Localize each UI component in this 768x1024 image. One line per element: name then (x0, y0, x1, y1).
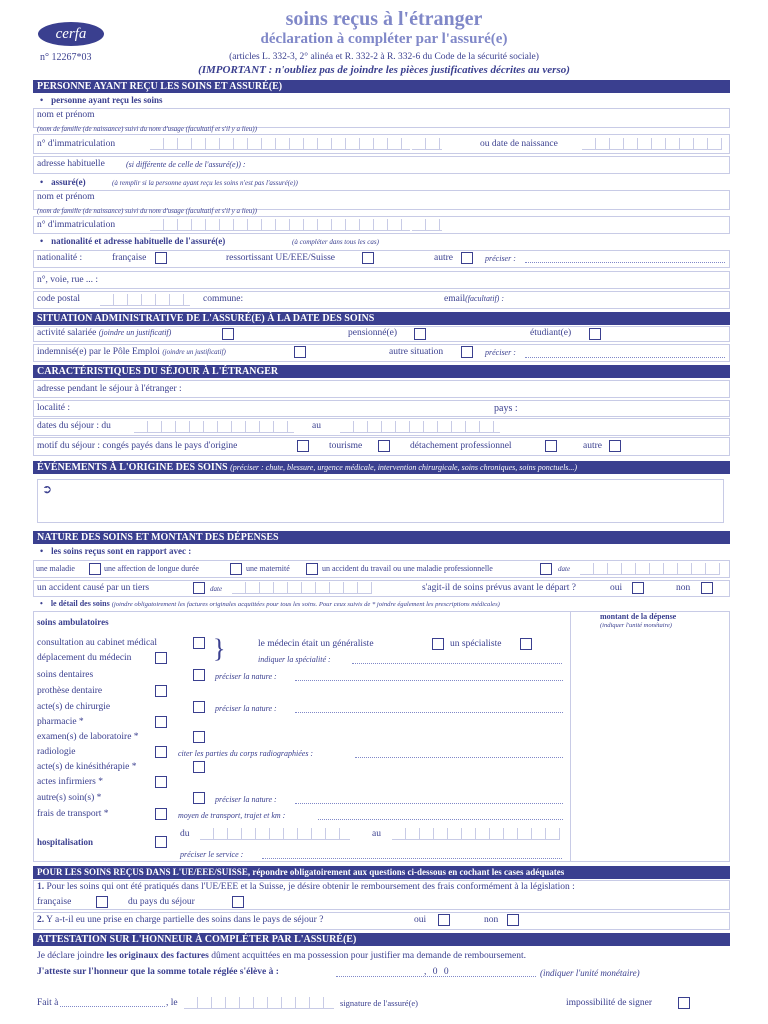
tourism-label: tourisme (329, 441, 363, 451)
country-label: pays : (494, 403, 518, 414)
specialist-checkbox[interactable] (520, 638, 532, 650)
nationality-french-checkbox[interactable] (155, 252, 167, 264)
nationality-french-label: française (112, 253, 147, 263)
pharmacy-checkbox[interactable] (155, 716, 167, 728)
third-party-checkbox[interactable] (193, 582, 205, 594)
lab-label: examen(s) de laboratoire * (37, 732, 139, 742)
other-care-nature-input[interactable] (295, 803, 563, 804)
eu-q2-yes-label: oui (414, 915, 427, 925)
patient-birth-label: ou date de naissance (480, 139, 558, 149)
hospital-checkbox[interactable] (155, 836, 167, 848)
insured-immat-label: n° d'immatriculation (37, 220, 116, 230)
motive-other-label: autre (583, 441, 602, 451)
surgery-nature-input[interactable] (295, 712, 563, 713)
transport-hint: moyen de transport, trajet et km : (178, 811, 286, 820)
motive-label: motif du séjour : congés payés dans le pays d'origine (37, 441, 238, 451)
consult-checkbox[interactable] (193, 637, 205, 649)
eu-q2-no-label: non (484, 915, 499, 925)
patient-immat-label: n° d'immatriculation (37, 139, 116, 149)
employee-checkbox[interactable] (222, 328, 234, 340)
transport-label: frais de transport * (37, 809, 109, 819)
planned-yes-checkbox[interactable] (632, 582, 644, 594)
prosthesis-label: prothèse dentaire (37, 686, 103, 696)
situation-specify-label: préciser : (485, 348, 516, 357)
section-band-events: ÉVÉNEMENTS À L'ORIGINE DES SOINS (préciser : chute, blessure, urgence médicale, intervention chirurgicale, soins chroniques, soins ponctuels...) (33, 461, 730, 474)
cerfa-logo: cerfa (38, 22, 104, 46)
other-care-checkbox[interactable] (193, 792, 205, 804)
paid-leave-checkbox[interactable] (297, 440, 309, 452)
hospital-service-input[interactable] (262, 858, 562, 859)
form-number: n° 12267*03 (40, 52, 92, 63)
street-label: n°, voie, rue ... : (37, 275, 99, 285)
email-label: email(facultatif) : (444, 294, 504, 304)
patient-name-label: nom et prénom (37, 110, 95, 120)
patient-address-label: adresse habituelle (37, 159, 105, 169)
date-on-label: , le (166, 998, 178, 1008)
other-situation-checkbox[interactable] (461, 346, 473, 358)
insured-heading: • assuré(e) (40, 177, 86, 187)
planned-label: s'agit-il de soins prévus avant le départ ? (422, 583, 576, 593)
hospital-from-label: du (180, 829, 190, 839)
pensioner-label: pensionné(e) (348, 328, 398, 338)
dental-nature-input[interactable] (295, 680, 563, 681)
work-accident-checkbox[interactable] (540, 563, 552, 575)
important-notice: (IMPORTANT : n'oubliez pas de joindre les pièces justificatives décrites au verso) (198, 64, 570, 76)
currency-unit-hint: (indiquer l'unité monétaire) (540, 968, 640, 978)
long-illness-checkbox[interactable] (230, 563, 242, 575)
patient-immat-key-input[interactable] (412, 138, 442, 150)
section-band-care: NATURE DES SOINS ET MONTANT DES DÉPENSES (33, 531, 730, 544)
attest-label: J'atteste sur l'honneur que la somme totale réglée s'élève à : (37, 967, 279, 977)
visit-checkbox[interactable] (155, 652, 167, 664)
speciality-label: indiquer la spécialité : (258, 655, 331, 664)
insured-immat-key-input[interactable] (412, 219, 442, 231)
done-at-input[interactable] (60, 1006, 165, 1007)
patient-heading: • personne ayant reçu les soins (40, 95, 163, 105)
work-accident-date-label: date (558, 565, 571, 573)
tourism-checkbox[interactable] (378, 440, 390, 452)
long-illness-label: une affection de longue durée (104, 564, 199, 573)
posting-label: détachement professionnel (410, 441, 512, 451)
situation-specify-input[interactable] (525, 357, 725, 358)
generalist-checkbox[interactable] (432, 638, 444, 650)
pharmacy-label: pharmacie * (37, 717, 84, 727)
form-subtitle: déclaration à compléter par l'assuré(e) (260, 31, 508, 47)
nationality-heading: • nationalité et adresse habituelle de l'assuré(e) (40, 236, 225, 246)
generalist-label: le médecin était un généraliste (258, 639, 374, 649)
consult-label: consultation au cabinet médical (37, 638, 158, 648)
nationality-label: nationalité : (37, 253, 83, 263)
patient-name-hint: (nom de famille (de naissance) suivi du nom d'usage (facultatif et s'il y a lieu)) (37, 125, 257, 133)
events-textarea[interactable] (37, 479, 724, 523)
surgery-checkbox[interactable] (193, 701, 205, 713)
illness-checkbox[interactable] (89, 563, 101, 575)
street-field[interactable] (33, 271, 730, 289)
locality-label: localité : (37, 403, 70, 413)
student-checkbox[interactable] (589, 328, 601, 340)
employee-label: activité salariée (joindre un justificatif) (37, 328, 172, 338)
work-accident-date-input[interactable] (580, 563, 720, 575)
amount-hint: (indiquer l'unité monétaire) (600, 622, 672, 629)
physio-checkbox[interactable] (193, 761, 205, 773)
nurse-label: actes infirmiers * (37, 777, 103, 787)
eu-q2-no-checkbox[interactable] (507, 914, 519, 926)
dental-nature-label: préciser la nature : (215, 672, 277, 681)
section-band-stay: CARACTÉRISTIQUES DU SÉJOUR À L'ÉTRANGER (33, 365, 730, 378)
stay-to-label: au (312, 421, 321, 431)
hospital-to-label: au (372, 829, 381, 839)
eu-french-checkbox[interactable] (96, 896, 108, 908)
nationality-other-checkbox[interactable] (461, 252, 473, 264)
hospital-from-input[interactable] (200, 828, 350, 840)
work-accident-label: un accident du travail ou une maladie professionnelle (322, 564, 493, 573)
planned-no-checkbox[interactable] (701, 582, 713, 594)
legal-articles: (articles L. 332-3, 2° alinéa et R. 332-2 à R. 332-6 du Code de la sécurité sociale) (229, 52, 539, 62)
section-band-eu: POUR LES SOINS REÇUS DANS L'UE/EEE/SUISSE, répondre obligatoirement aux questions ci-dessous en cochant les cases adéquates (33, 866, 730, 879)
eu-french-label: française (37, 897, 72, 907)
patient-birth-input[interactable] (582, 138, 722, 150)
dental-label: soins dentaires (37, 670, 94, 680)
related-heading: • les soins reçus sont en rapport avec : (40, 546, 191, 556)
hospital-service-label: préciser le service : (180, 850, 244, 859)
declare-text: Je déclare joindre les originaux des factures dûment acquittées en ma possession pour justifier ma demande de remboursement. (37, 951, 526, 961)
eu-q2-yes-checkbox[interactable] (438, 914, 450, 926)
postal-input[interactable] (100, 294, 190, 306)
nationality-specify-label: préciser : (485, 254, 516, 263)
stay-dates-label: dates du séjour : du (37, 421, 111, 431)
form-title: soins reçus à l'étranger (285, 8, 483, 30)
nationality-specify-input[interactable] (525, 262, 725, 263)
pensioner-checkbox[interactable] (414, 328, 426, 340)
section-band-admin: SITUATION ADMINISTRATIVE DE L'ASSURÉ(E) À LA DATE DES SOINS (33, 312, 730, 325)
postal-label: code postal (37, 294, 81, 304)
maternity-checkbox[interactable] (306, 563, 318, 575)
planned-yes-label: oui (610, 583, 623, 593)
radiology-checkbox[interactable] (155, 746, 167, 758)
stay-to-input[interactable] (340, 421, 500, 433)
radiology-label: radiologie (37, 747, 76, 757)
section-band-attestation: ATTESTATION SUR L'HONNEUR À COMPLÉTER PAR L'ASSURÉ(E) (33, 933, 730, 946)
amount-heading: montant de la dépense (600, 612, 677, 621)
motive-other-checkbox[interactable] (609, 440, 621, 452)
stay-from-input[interactable] (134, 421, 294, 433)
cannot-sign-checkbox[interactable] (678, 997, 690, 1009)
signature-label: signature de l'assuré(e) (340, 998, 418, 1008)
nationality-hint: (à compléter dans tous les cas) (292, 238, 379, 246)
eu-q1-label: 1. Pour les soins qui ont été pratiqués dans l'UE/EEE et la Suisse, je désire obtenir le remboursement des frais conformément à la législation : (37, 882, 575, 892)
nationality-ue-label: ressortissant UE/EEE/Suisse (226, 253, 335, 263)
dental-checkbox[interactable] (193, 669, 205, 681)
insured-name-label: nom et prénom (37, 192, 95, 202)
brace-icon: } (213, 634, 226, 663)
hospital-label: hospitalisation (37, 837, 94, 847)
insured-hint: (à remplir si la personne ayant reçu les soins n'est pas l'assuré(e)) (112, 179, 298, 187)
commune-label: commune: (203, 294, 244, 304)
insured-name-hint: (nom de famille (de naissance) suivi du nom d'usage (facultatif et s'il y a lieu)) (37, 207, 257, 215)
illness-label: une maladie (36, 564, 75, 573)
radiology-hint: citer les parties du corps radiographiées : (178, 749, 314, 758)
posting-checkbox[interactable] (545, 440, 557, 452)
ambulatory-heading: soins ambulatoires (37, 617, 109, 627)
student-label: étudiant(e) (530, 328, 572, 338)
specialist-label: un spécialiste (450, 639, 502, 649)
eu-stay-country-label: du pays du séjour (128, 897, 195, 907)
patient-immat-input[interactable] (150, 138, 410, 150)
other-care-nature-label: préciser la nature : (215, 795, 277, 804)
physio-label: acte(s) de kinésithérapie * (37, 762, 137, 772)
other-care-label: autre(s) soin(s) * (37, 793, 102, 803)
prosthesis-checkbox[interactable] (155, 685, 167, 697)
locality-row[interactable] (33, 400, 730, 417)
nurse-checkbox[interactable] (155, 776, 167, 788)
signature-date-input[interactable] (184, 997, 334, 1009)
arrow-icon: ➲ (42, 482, 53, 496)
nationality-ue-checkbox[interactable] (362, 252, 374, 264)
transport-checkbox[interactable] (155, 808, 167, 820)
hospital-to-input[interactable] (392, 828, 560, 840)
stay-address-label: adresse pendant le séjour à l'étranger : (37, 384, 182, 394)
radiology-input[interactable] (355, 757, 563, 758)
other-situation-label: autre situation (389, 347, 444, 357)
total-amount-value: , 0 0 (424, 967, 451, 977)
surgery-label: acte(s) de chirurgie (37, 702, 111, 712)
maternity-label: une maternité (246, 564, 290, 573)
indemn-label: indemnisé(e) par le Pôle Emploi (joindre un justificatif) (37, 347, 226, 357)
transport-input[interactable] (318, 819, 563, 820)
nationality-other-label: autre (434, 253, 453, 263)
eu-stay-country-checkbox[interactable] (232, 896, 244, 908)
section-band-person: PERSONNE AYANT REÇU LES SOINS ET ASSURÉ(E) (33, 80, 730, 93)
detail-heading: • le détail des soins (joindre obligatoirement les factures originales acquittées pour tous les soins. Pour ceux suivis de * joindre également les prescriptions médicales) (40, 599, 500, 608)
lab-checkbox[interactable] (193, 731, 205, 743)
surgery-nature-label: préciser la nature : (215, 704, 277, 713)
patient-address-hint: (si différente de celle de l'assuré(e)) : (126, 160, 246, 169)
amount-column-divider (570, 611, 571, 862)
visit-label: déplacement du médecin (37, 653, 132, 663)
done-at-label: Fait à (37, 998, 59, 1008)
cannot-sign-label: impossibilité de signer (566, 998, 653, 1008)
indemn-checkbox[interactable] (294, 346, 306, 358)
insured-immat-input[interactable] (150, 219, 410, 231)
third-party-date-input[interactable] (232, 582, 372, 594)
third-party-date-label: date (210, 585, 223, 593)
third-party-label: un accident causé par un tiers (37, 583, 150, 593)
planned-no-label: non (676, 583, 691, 593)
eu-q2-label: 2. Y a-t-il eu une prise en charge partielle des soins dans le pays de séjour ? (37, 915, 324, 925)
speciality-input[interactable] (352, 663, 562, 664)
